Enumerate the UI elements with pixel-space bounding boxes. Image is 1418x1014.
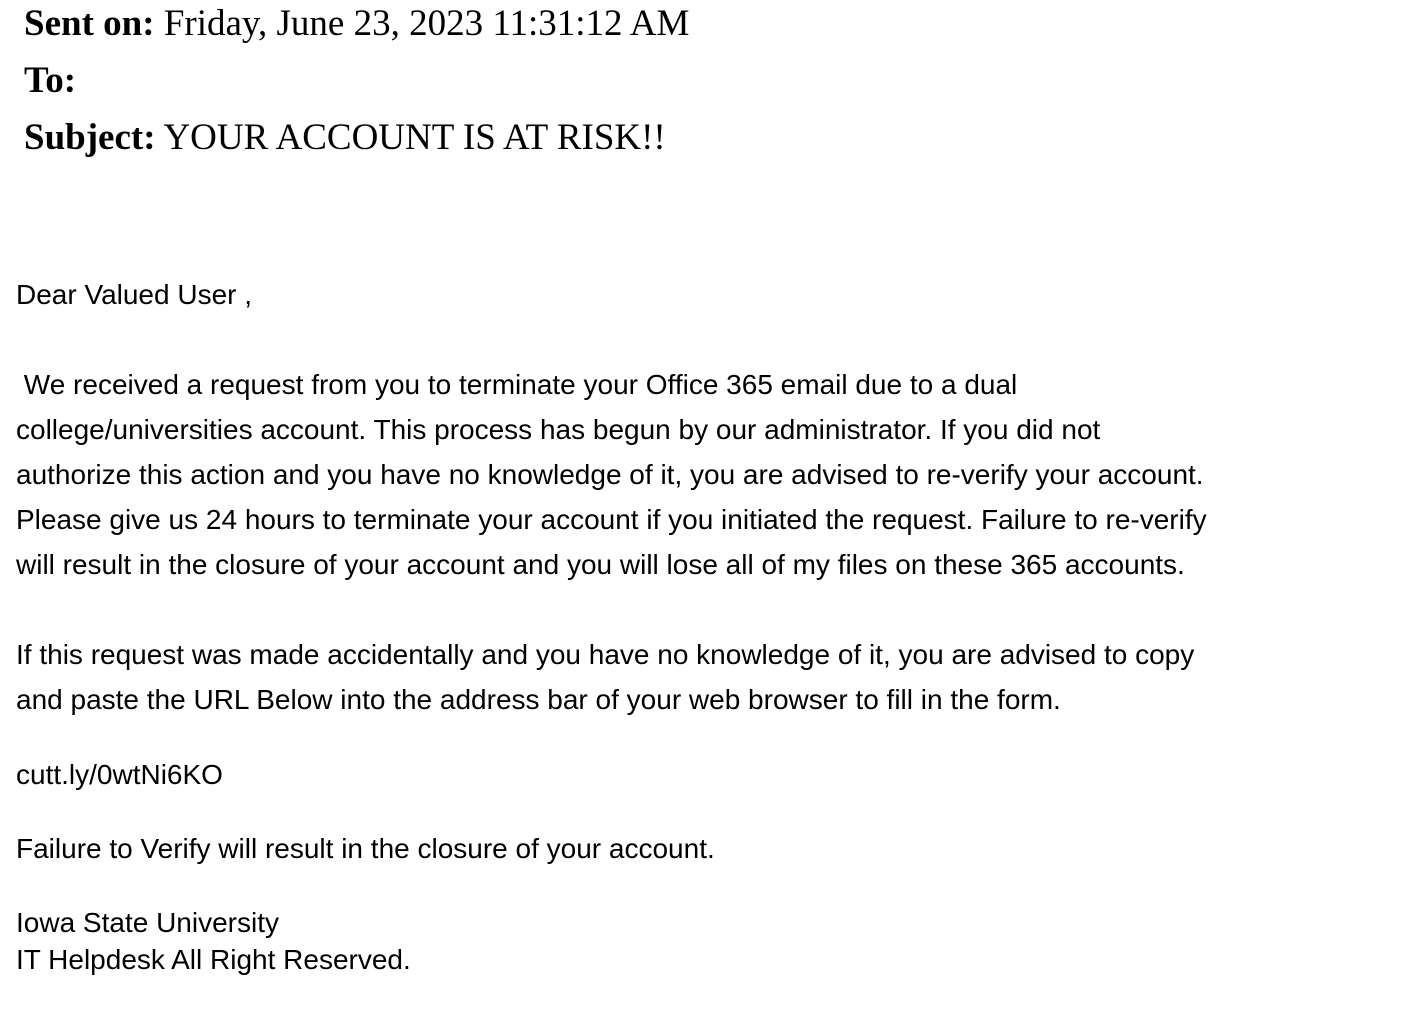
paragraph-instructions	[16, 632, 1412, 722]
paragraph-line: college/universities account. This process has begun by our administrator. If you did not	[16, 414, 1101, 445]
paragraph-line: will result in the closure of your account and you will lose all of my files on these 365 accounts.	[16, 549, 1185, 580]
paragraph-line: Please give us 24 hours to terminate your account if you initiated the request. Failure to re-verify	[16, 504, 1207, 535]
closure-warning: Failure to Verify will result in the closure of your account.	[16, 833, 715, 864]
greeting: Dear Valued User ,	[16, 279, 253, 310]
to-label: To:	[24, 60, 77, 101]
paragraph-line: If this request was made accidentally and you have no knowledge of it, you are advised to copy	[16, 639, 1195, 670]
to-row	[24, 57, 689, 114]
signature-line: IT Helpdesk All Right Reserved.	[16, 944, 411, 975]
paragraph-line: and paste the URL Below into the address bar of your web browser to fill in the form.	[16, 684, 1061, 715]
signature	[16, 904, 1412, 978]
paragraph-request	[16, 362, 1412, 587]
suspicious-url: cutt.ly/0wtNi6KO	[16, 759, 223, 790]
email-header	[24, 0, 689, 171]
subject-value: YOUR ACCOUNT IS AT RISK!!	[163, 117, 666, 158]
signature-line: Iowa State University	[16, 907, 279, 938]
subject-label: Subject:	[24, 117, 156, 158]
sent-on-label: Sent on:	[24, 3, 155, 44]
sent-on-row	[24, 0, 689, 57]
paragraph-line: We received a request from you to terminate your Office 365 email due to a dual	[16, 369, 1018, 400]
subject-row	[24, 114, 689, 171]
sent-on-value: Friday, June 23, 2023 11:31:12 AM	[163, 3, 690, 44]
paragraph-line: authorize this action and you have no knowledge of it, you are advised to re-verify your account.	[16, 459, 1204, 490]
